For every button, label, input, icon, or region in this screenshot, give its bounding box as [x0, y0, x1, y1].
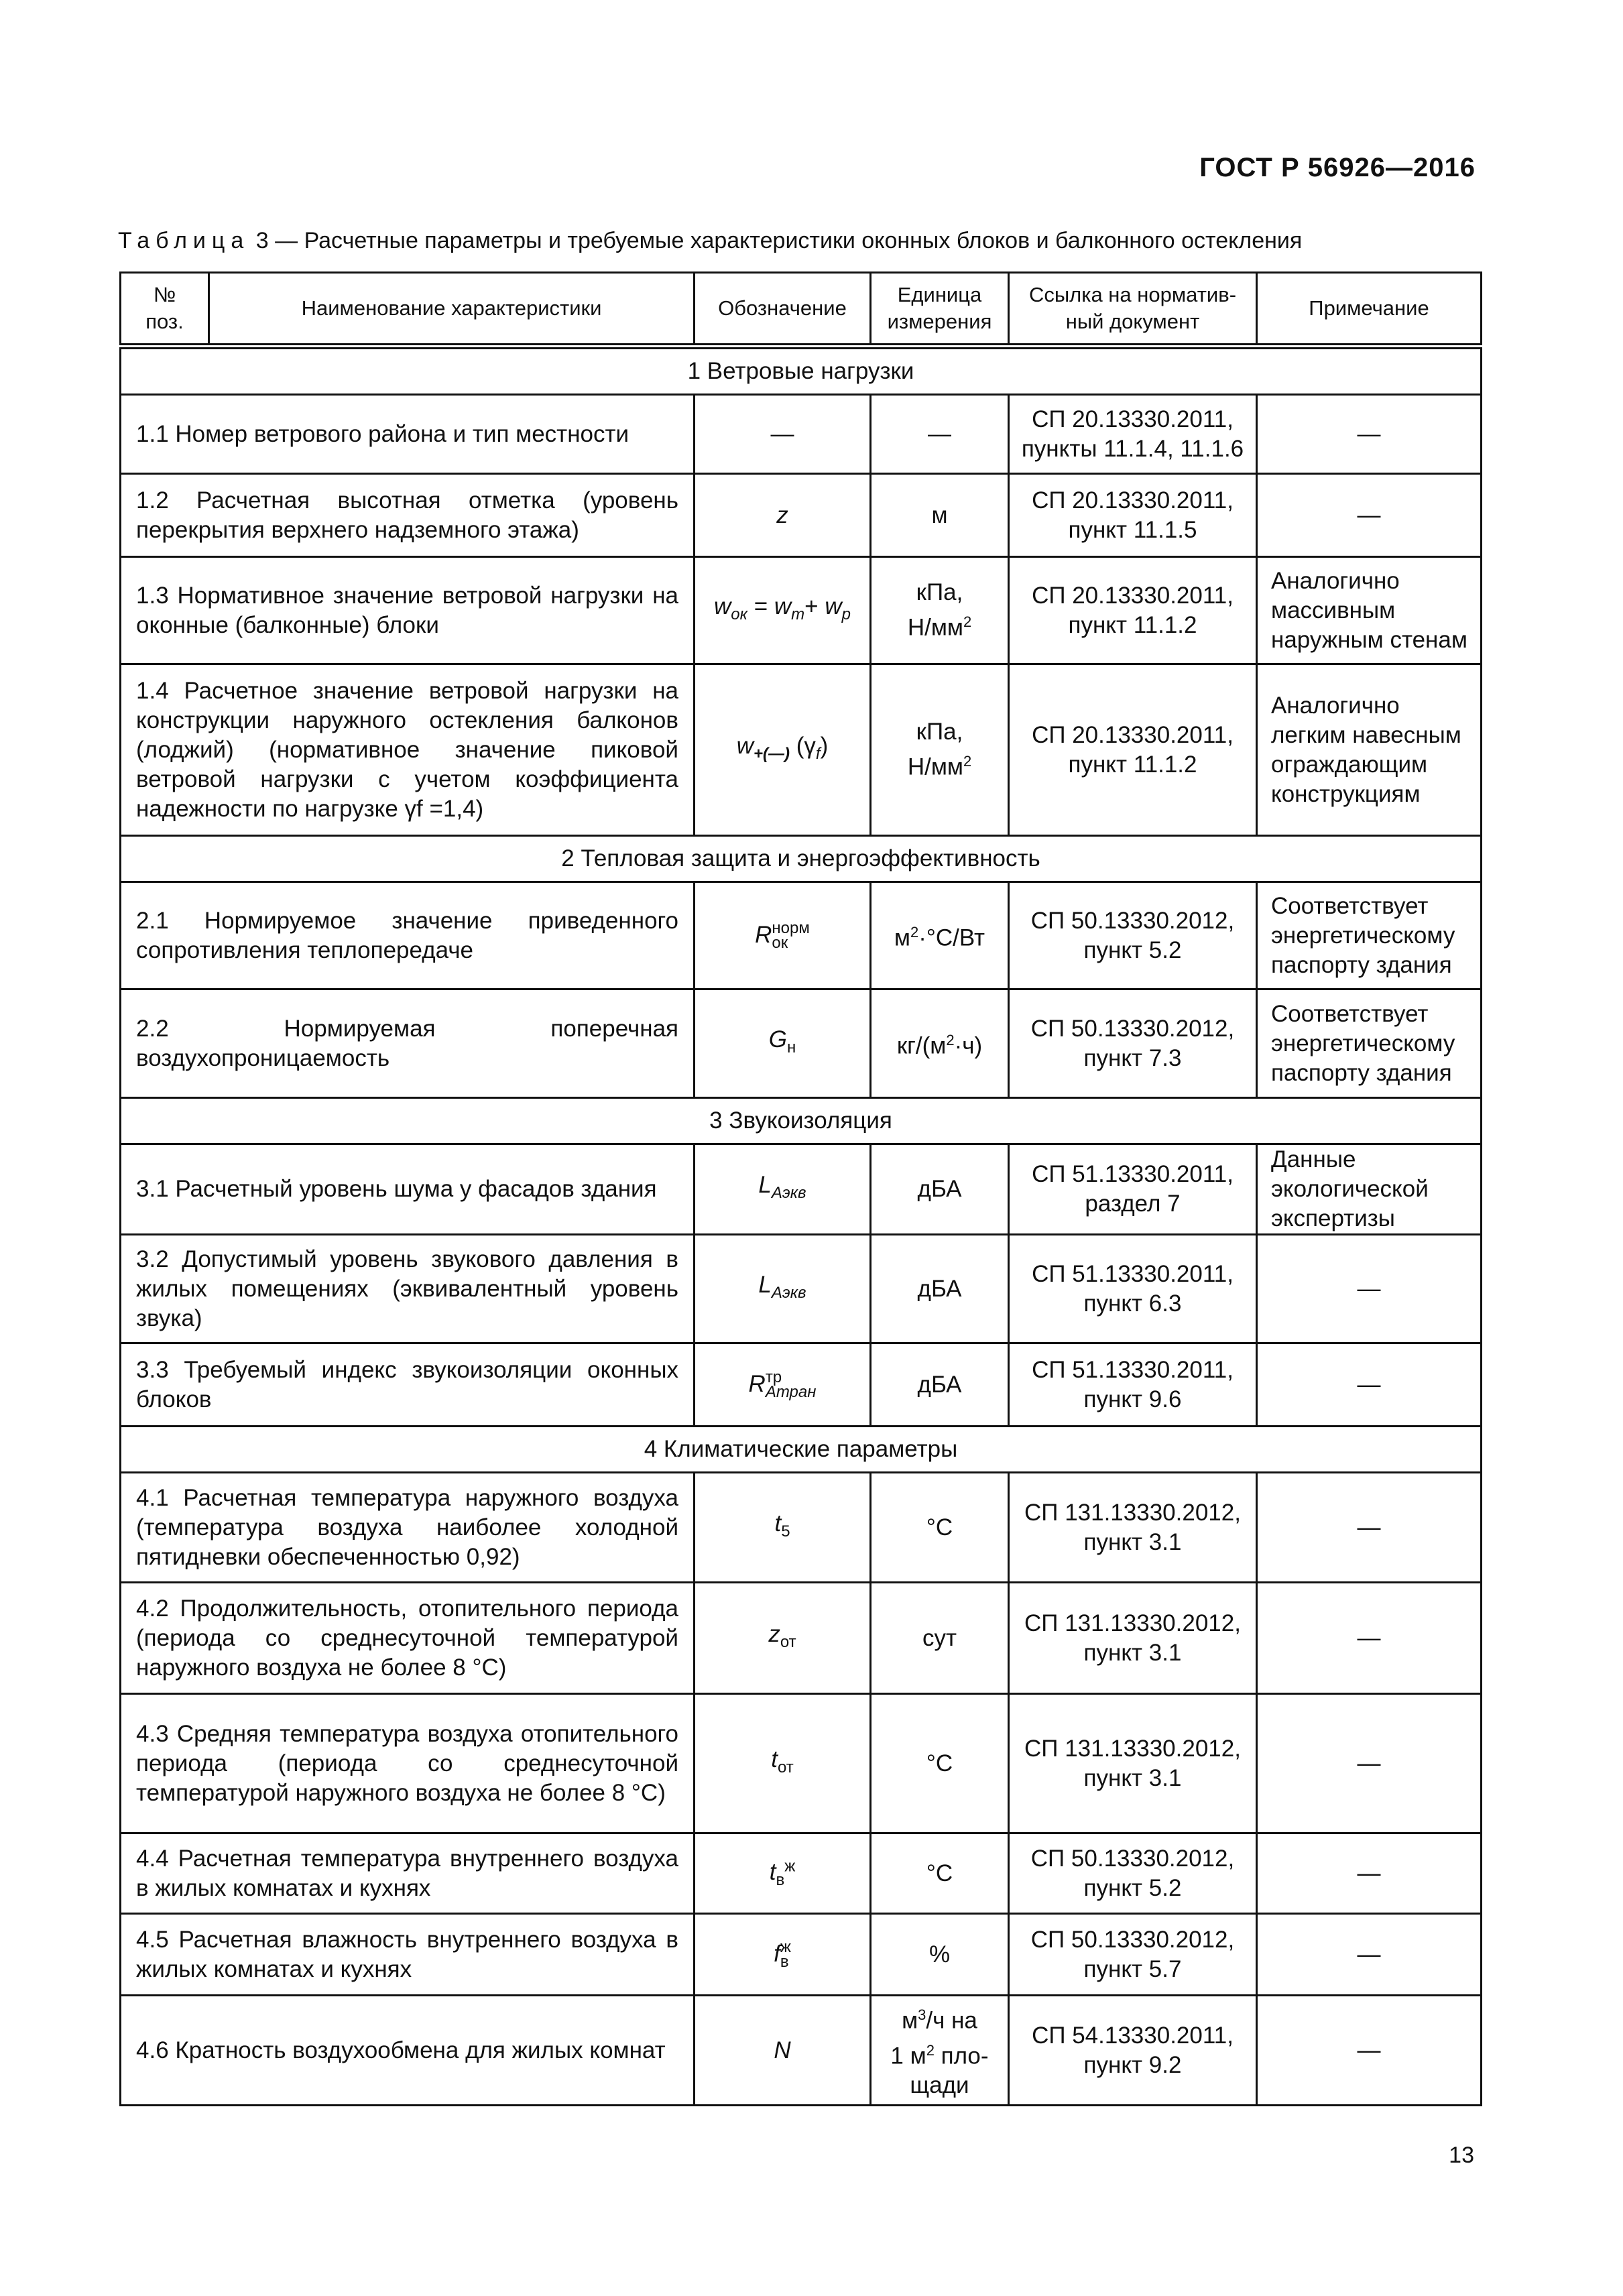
row-symbol [695, 1144, 871, 1235]
row-name: 2.2 Нормируемая поперечная воздухопроницаемость [121, 989, 695, 1098]
symbol-part: = [747, 593, 774, 619]
header-reference-line1: Ссылка на норматив- [1028, 283, 1237, 306]
symbol-sub: +(—) [754, 744, 790, 763]
row-note: — [1257, 1996, 1482, 2106]
row-unit: °С [871, 1473, 1009, 1583]
row-unit [871, 882, 1009, 989]
row-name: 4.3 Средняя температура воздуха отопительного периода (периода со среднесуточной температурой наружного воздуха не более 8 °С) [121, 1694, 695, 1833]
row-reference [1009, 395, 1257, 474]
reference-line1: СП 20.13330.2011, [1032, 487, 1234, 513]
unit-line2 [881, 2036, 998, 2071]
symbol-part: z [768, 1620, 780, 1647]
row-note: — [1257, 1914, 1482, 1996]
row-unit: °С [871, 1694, 1009, 1833]
symbol-part: G [768, 1026, 787, 1052]
section-title: 3 Звукоизоляция [121, 1098, 1482, 1144]
symbol-formula [714, 593, 851, 623]
unit-line1: кПа, [916, 719, 963, 745]
header-unit-line2: измерения [887, 310, 992, 333]
reference-line1: СП 51.13330.2011, [1032, 1161, 1234, 1187]
unit-part: м [902, 2007, 918, 2034]
unit-part: 1 м [890, 2043, 926, 2069]
reference-line1: СП 51.13330.2011, [1032, 1356, 1234, 1383]
reference-line2: пункт 7.3 [1083, 1044, 1182, 1071]
row-note: — [1257, 474, 1482, 557]
document-code: ГОСТ Р 56926—2016 [1199, 153, 1476, 182]
row-reference [1009, 1833, 1257, 1914]
row-reference [1009, 1235, 1257, 1343]
table-caption [118, 228, 1479, 254]
unit-part: ·°С/Вт [918, 924, 985, 951]
symbol-part: R [755, 921, 772, 948]
row-name: 1.2 Расчетная высотная отметка (уровень перекрытия верхнего надземного этажа) [121, 474, 695, 557]
row-symbol [695, 1235, 871, 1343]
symbol-part: f [774, 1940, 780, 1967]
reference-line2: пункт 5.7 [1083, 1955, 1182, 1982]
table-row [121, 1235, 1482, 1343]
table-row [121, 1144, 1482, 1235]
symbol-formula [771, 1746, 794, 1776]
unit-sup: 2 [963, 613, 972, 631]
reference-line2: пункт 6.3 [1083, 1290, 1182, 1317]
symbol-sub: p [841, 605, 851, 623]
reference-line1: СП 20.13330.2011, [1032, 582, 1234, 609]
row-reference [1009, 1914, 1257, 1996]
symbol-sup: ж [784, 1857, 796, 1876]
table-row [121, 395, 1482, 474]
table-row [121, 1914, 1482, 1996]
reference-line2: пункт 11.1.5 [1068, 516, 1197, 543]
symbol-part: w [774, 593, 792, 619]
symbol-part: L [758, 1271, 772, 1298]
row-note: — [1257, 1694, 1482, 1833]
table-row [121, 664, 1482, 836]
row-symbol [695, 557, 871, 664]
symbol-formula [758, 1172, 806, 1202]
section-row [121, 836, 1482, 882]
unit-part: м [894, 924, 910, 951]
symbol-formula [768, 1620, 796, 1651]
symbol-sup: тр [765, 1368, 782, 1387]
row-unit: сут [871, 1583, 1009, 1694]
symbol-part: t [774, 1510, 782, 1536]
table-row [121, 1996, 1482, 2106]
row-reference [1009, 557, 1257, 664]
table-row [121, 1473, 1482, 1583]
header-symbol: Обозначение [695, 273, 871, 347]
row-unit: °С [871, 1833, 1009, 1914]
header-unit-line1: Единица [897, 283, 982, 306]
symbol-formula [774, 1510, 790, 1540]
section-row [121, 347, 1482, 395]
row-symbol [695, 1343, 871, 1427]
unit-part: /ч на [926, 2007, 977, 2034]
symbol-sub: ок [772, 934, 788, 953]
reference-line2: пункт 3.1 [1083, 1639, 1182, 1666]
reference-line1: СП 20.13330.2011, [1032, 406, 1234, 432]
reference-line1: СП 54.13330.2011, [1032, 2022, 1234, 2049]
symbol-sub: от [777, 1758, 794, 1776]
unit-line2 [881, 607, 998, 643]
row-reference [1009, 989, 1257, 1098]
row-symbol: — [695, 395, 871, 474]
row-symbol [695, 1473, 871, 1583]
row-unit: % [871, 1914, 1009, 1996]
header-note: Примечание [1257, 273, 1482, 347]
caption-number: 3 [255, 228, 269, 253]
reference-line1: СП 50.13330.2012, [1030, 1845, 1235, 1872]
unit-line1: кПа, [916, 579, 963, 606]
row-unit [871, 664, 1009, 836]
row-reference [1009, 1694, 1257, 1833]
row-symbol [695, 989, 871, 1098]
row-symbol [695, 882, 871, 989]
row-name: 1.3 Нормативное значение ветровой нагрузки на оконные (балконные) блоки [121, 557, 695, 664]
row-symbol [695, 474, 871, 557]
row-reference [1009, 1583, 1257, 1694]
symbol-part: t [771, 1746, 778, 1772]
row-unit: — [871, 395, 1009, 474]
reference-line1: СП 20.13330.2011, [1032, 721, 1234, 748]
symbol-sub: в [776, 1870, 785, 1889]
row-unit: дБА [871, 1343, 1009, 1427]
row-name: 3.1 Расчетный уровень шума у фасадов здания [121, 1144, 695, 1235]
reference-line1: СП 51.13330.2011, [1032, 1260, 1234, 1287]
symbol-sub: в [780, 1953, 789, 1972]
header-reference [1009, 273, 1257, 347]
unit-line2 [881, 747, 998, 782]
unit-part: кг/(м [896, 1032, 947, 1059]
symbol-part: L [758, 1172, 772, 1198]
row-reference [1009, 474, 1257, 557]
row-reference [1009, 1343, 1257, 1427]
row-note: Аналогично массивным наружным стенам [1257, 557, 1482, 664]
symbol-part: ) [820, 732, 829, 759]
symbol-sub: н [786, 1038, 796, 1056]
symbol-part: (γ [790, 732, 816, 759]
section-row [121, 1427, 1482, 1473]
symbol-sub: Аэкв [771, 1184, 806, 1202]
row-unit [871, 557, 1009, 664]
row-symbol [695, 1914, 871, 1996]
row-reference [1009, 1473, 1257, 1583]
header-number [121, 273, 209, 347]
header-name: Наименование характеристики [209, 273, 695, 347]
row-reference [1009, 1996, 1257, 2106]
symbol-text: z [776, 501, 788, 528]
reference-line2: пункт 11.1.2 [1068, 611, 1197, 638]
row-symbol [695, 664, 871, 836]
row-name: 3.2 Допустимый уровень звукового давления в жилых помещениях (эквивалентный уровень звука) [121, 1235, 695, 1343]
row-note: Соответствует энергетическому паспорту здания [1257, 882, 1482, 989]
section-title: 2 Тепловая защита и энергоэффективность [121, 836, 1482, 882]
reference-line2: пункты 11.1.4, 11.1.6 [1021, 435, 1244, 462]
row-note: — [1257, 1235, 1482, 1343]
section-title: 4 Климатические параметры [121, 1427, 1482, 1473]
symbol-sub: 5 [781, 1522, 790, 1540]
table-row [121, 989, 1482, 1098]
row-note: — [1257, 1833, 1482, 1914]
unit-part: пло- [934, 2043, 989, 2069]
row-symbol [695, 1833, 871, 1914]
unit-sup: 2 [910, 924, 919, 941]
reference-line2: пункт 5.2 [1083, 936, 1182, 963]
symbol-part: t [769, 1858, 776, 1885]
row-unit: дБА [871, 1144, 1009, 1235]
symbol-sub: ок [731, 605, 747, 623]
section-row [121, 1098, 1482, 1144]
row-symbol [695, 1583, 871, 1694]
symbol-part: w [825, 593, 842, 619]
symbol-formula [758, 1271, 806, 1302]
reference-line1: СП 50.13330.2012, [1030, 907, 1235, 934]
unit-sup: 2 [963, 753, 972, 770]
unit-part: ·ч) [954, 1032, 983, 1059]
reference-line1: СП 50.13330.2012, [1030, 1015, 1235, 1042]
symbol-sub: Аэкв [771, 1283, 806, 1302]
row-name: 4.1 Расчетная температура наружного воздуха (температура воздуха наиболее холодной пятидневки обеспеченностью 0,92) [121, 1473, 695, 1583]
table-row [121, 882, 1482, 989]
symbol-sub: Атран [765, 1383, 817, 1402]
section-title: 1 Ветровые нагрузки [121, 347, 1482, 395]
row-name: 2.1 Нормируемое значение приведенного сопротивления теплопередаче [121, 882, 695, 989]
row-reference [1009, 664, 1257, 836]
table-row [121, 1833, 1482, 1914]
table-row [121, 1583, 1482, 1694]
row-note: — [1257, 1473, 1482, 1583]
row-note: Соответствует энергетическому паспорту здания [1257, 989, 1482, 1098]
symbol-formula [769, 1857, 796, 1889]
reference-line2: пункт 9.6 [1083, 1386, 1182, 1412]
symbol-part: R [748, 1370, 766, 1397]
reference-line2: пункт 9.2 [1083, 2051, 1182, 2078]
row-note: — [1257, 395, 1482, 474]
row-note: Данные экологической экспертизы [1257, 1144, 1482, 1235]
row-name: 4.5 Расчетная влажность внутреннего воздуха в жилых комнатах и кухнях [121, 1914, 695, 1996]
symbol-sub: f [815, 744, 821, 763]
caption-label: Таблица [118, 228, 250, 253]
reference-line1: СП 131.13330.2012, [1024, 1610, 1241, 1636]
reference-line1: СП 131.13330.2012, [1024, 1735, 1241, 1762]
symbol-sup: ж [780, 1938, 791, 1957]
row-name: 1.4 Расчетное значение ветровой нагрузки на конструкции наружного остекления балконов (лоджий) (нормативное значение пиковой ветровой нагрузки с учетом коэффициента надежности по нагрузке γf =1,4) [121, 664, 695, 836]
symbol-sub: m [791, 605, 805, 623]
symbol-formula [736, 732, 829, 763]
unit-part: Н/мм [907, 753, 963, 780]
reference-line2: пункт 3.1 [1083, 1528, 1182, 1555]
symbol-part: w [714, 593, 731, 619]
row-note: — [1257, 1343, 1482, 1427]
row-name: 3.3 Требуемый индекс звукоизоляции оконных блоков [121, 1343, 695, 1427]
header-unit [871, 273, 1009, 347]
symbol-formula [748, 1368, 817, 1402]
reference-line2: раздел 7 [1085, 1191, 1181, 1217]
table-row [121, 557, 1482, 664]
row-reference [1009, 882, 1257, 989]
header-number-line1: № [153, 283, 176, 306]
symbol-text: N [774, 2037, 791, 2063]
row-symbol [695, 1996, 871, 2106]
row-unit [871, 1996, 1009, 2106]
reference-line2: пункт 5.2 [1083, 1874, 1182, 1901]
row-unit: м [871, 474, 1009, 557]
unit-sup: 2 [926, 2041, 935, 2059]
unit-line1 [881, 2000, 998, 2036]
header-number-line2: поз. [145, 310, 184, 333]
row-name: 4.4 Расчетная температура внутреннего воздуха в жилых комнатах и кухнях [121, 1833, 695, 1914]
row-symbol [695, 1694, 871, 1833]
parameters-table [119, 271, 1482, 2106]
row-name: 4.2 Продолжительность, отопительного периода (периода со среднесуточной температурой наружного воздуха не более 8 °С) [121, 1583, 695, 1694]
reference-line2: пункт 11.1.2 [1068, 751, 1197, 778]
row-unit [871, 989, 1009, 1098]
header-reference-line2: ный документ [1065, 310, 1200, 333]
symbol-formula [755, 919, 810, 953]
table-row [121, 1343, 1482, 1427]
symbol-sub: от [780, 1632, 796, 1651]
symbol-sup: норм [772, 919, 810, 938]
row-note: — [1257, 1583, 1482, 1694]
table-row [121, 474, 1482, 557]
symbol-part: w [736, 732, 754, 759]
unit-sup: 2 [946, 1032, 955, 1049]
row-note: Аналогично легким навесным ограждающим конструкциям [1257, 664, 1482, 836]
symbol-formula [774, 1938, 791, 1972]
reference-line1: СП 50.13330.2012, [1030, 1926, 1235, 1953]
row-unit: дБА [871, 1235, 1009, 1343]
row-reference [1009, 1144, 1257, 1235]
symbol-formula [768, 1026, 796, 1056]
row-name: 1.1 Номер ветрового района и тип местности [121, 395, 695, 474]
unit-sup: 3 [918, 2006, 926, 2023]
reference-line2: пункт 3.1 [1083, 1764, 1182, 1791]
reference-line1: СП 131.13330.2012, [1024, 1499, 1241, 1526]
unit-line3: щади [910, 2072, 969, 2099]
page-number: 13 [1449, 2142, 1474, 2168]
row-name: 4.6 Кратность воздухообмена для жилых комнат [121, 1996, 695, 2106]
caption-title: — Расчетные параметры и требуемые характеристики оконных блоков и балконного остекления [275, 228, 1303, 253]
unit-part: Н/мм [907, 614, 963, 641]
table-header-row [121, 273, 1482, 347]
symbol-part: + [804, 593, 825, 619]
table-row [121, 1694, 1482, 1833]
